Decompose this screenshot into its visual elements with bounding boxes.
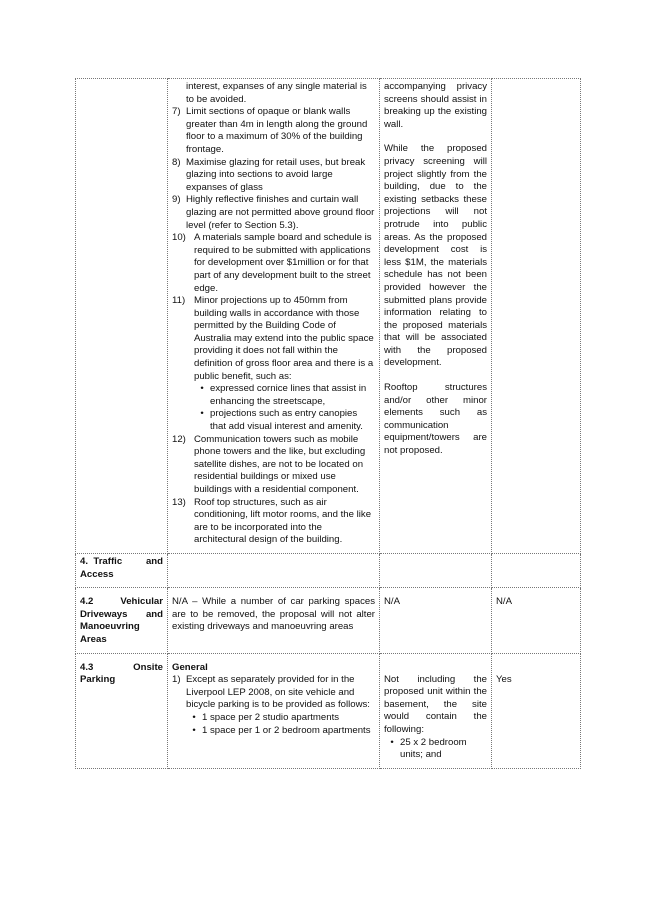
control-label-cell: 4.2 Vehicular Driveways and Manoeuvring Areas <box>76 588 168 653</box>
compliance-cell: N/A <box>492 588 581 653</box>
control-list <box>172 674 375 737</box>
compliance-cell <box>492 79 581 554</box>
list-item: • projections such as entry canopies that add visual interest and amenity. <box>194 408 375 433</box>
bullet-icon: • <box>192 724 196 736</box>
compliance-cell: Yes <box>492 653 581 768</box>
list-item: 13) Roof top structures, such as air conditioning, lift motor rooms, and the like are to be incorporated into the architectural design of the building. <box>172 496 372 546</box>
list-item: 8) Maximise glazing for retail uses, but break glazing into sections to avoid large expanses of glass <box>172 156 366 193</box>
table-row <box>76 553 581 587</box>
list-item: • 25 x 2 bedroom units; and <box>384 737 487 762</box>
control-list <box>172 232 375 547</box>
compliance-table <box>75 78 581 769</box>
comment-paragraph: While the proposed privacy screening will project slightly from the building, due to the existing setbacks these projections will not protrude into public areas. As the proposed development cost is less $1M, the materials schedule has not been provided however the submitted plans provide information relating to the proposed materials that will be associated with the proposed development. <box>384 143 487 369</box>
lead-text: interest, expanses of any single material is to be avoided. <box>186 81 367 105</box>
bullet-list <box>384 737 487 762</box>
bullet-list <box>186 712 375 737</box>
comment-cell: N/A <box>380 588 492 653</box>
list-item: 12) Communication towers such as mobile phone towers and the like, but excluding satellite dishes, are not to be located on residential buildings or mixed use buildings with a residential component. <box>172 433 366 495</box>
list-item: 9) Highly reflective finishes and curtain wall glazing are not permitted above ground floor level (refer to Section 5.3). <box>172 194 375 231</box>
bullet-icon: • <box>200 383 204 395</box>
bullet-icon: • <box>192 711 196 723</box>
list-item: 1) Except as separately provided for in the Liverpool LEP 2008, on site vehicle and bicycle parking is to be provided as follows: • 1 space per 2 studio apartments • 1 space per 1 or 2 bedroom apartments <box>172 674 375 737</box>
control-label-cell <box>76 79 168 554</box>
section-heading-cell: 4. Traffic and Access <box>76 553 168 587</box>
table-row <box>76 588 581 653</box>
bullet-icon: • <box>200 408 204 420</box>
control-label-cell: 4.3 Onsite Parking <box>76 653 168 768</box>
bullet-icon: • <box>390 736 394 748</box>
control-text-cell <box>168 79 380 554</box>
list-item: • expressed cornice lines that assist in enhancing the streetscape, <box>194 383 375 408</box>
list-item: • 1 space per 1 or 2 bedroom apartments <box>186 725 375 738</box>
control-text-cell <box>168 653 380 768</box>
comment-paragraph: accompanying privacy screens should assist in breaking up the existing wall. <box>384 81 487 130</box>
list-item: 10) A materials sample board and schedule is required to be submitted with applications for development over $1million or for that part of any development built to the street edge. <box>172 232 372 294</box>
list-item: 11) Minor projections up to 450mm from building walls in accordance with those permitted by the Building Code of Australia may extend into the public space providing it does not fall within the definition of gross floor area and there is a public benefit, such as: • expressed cornice lines that assist in enhancing the streetscape, • projections such as entry canopies that add visual interest and amenity. <box>172 295 374 433</box>
bullet-list <box>194 383 375 433</box>
comment-cell <box>380 79 492 554</box>
table-row <box>76 79 581 554</box>
control-list <box>172 106 375 232</box>
comment-paragraph: Rooftop structures and/or other minor elements such as communication equipment/towers are not proposed. <box>384 382 487 457</box>
section-subheading: General <box>172 661 208 673</box>
list-item: • 1 space per 2 studio apartments <box>186 712 375 725</box>
comment-cell: Not including the proposed unit within the basement, the site would contain the following: • 25 x 2 bedroom units; and <box>380 653 492 768</box>
list-item: 7) Limit sections of opaque or blank walls greater than 4m in length along the ground floor to a maximum of 30% of the building frontage. <box>172 106 368 155</box>
control-text-cell: N/A – While a number of car parking spaces are to be removed, the proposal will not alter existing driveways and manoeuvring areas <box>168 588 380 653</box>
table-row <box>76 653 581 768</box>
